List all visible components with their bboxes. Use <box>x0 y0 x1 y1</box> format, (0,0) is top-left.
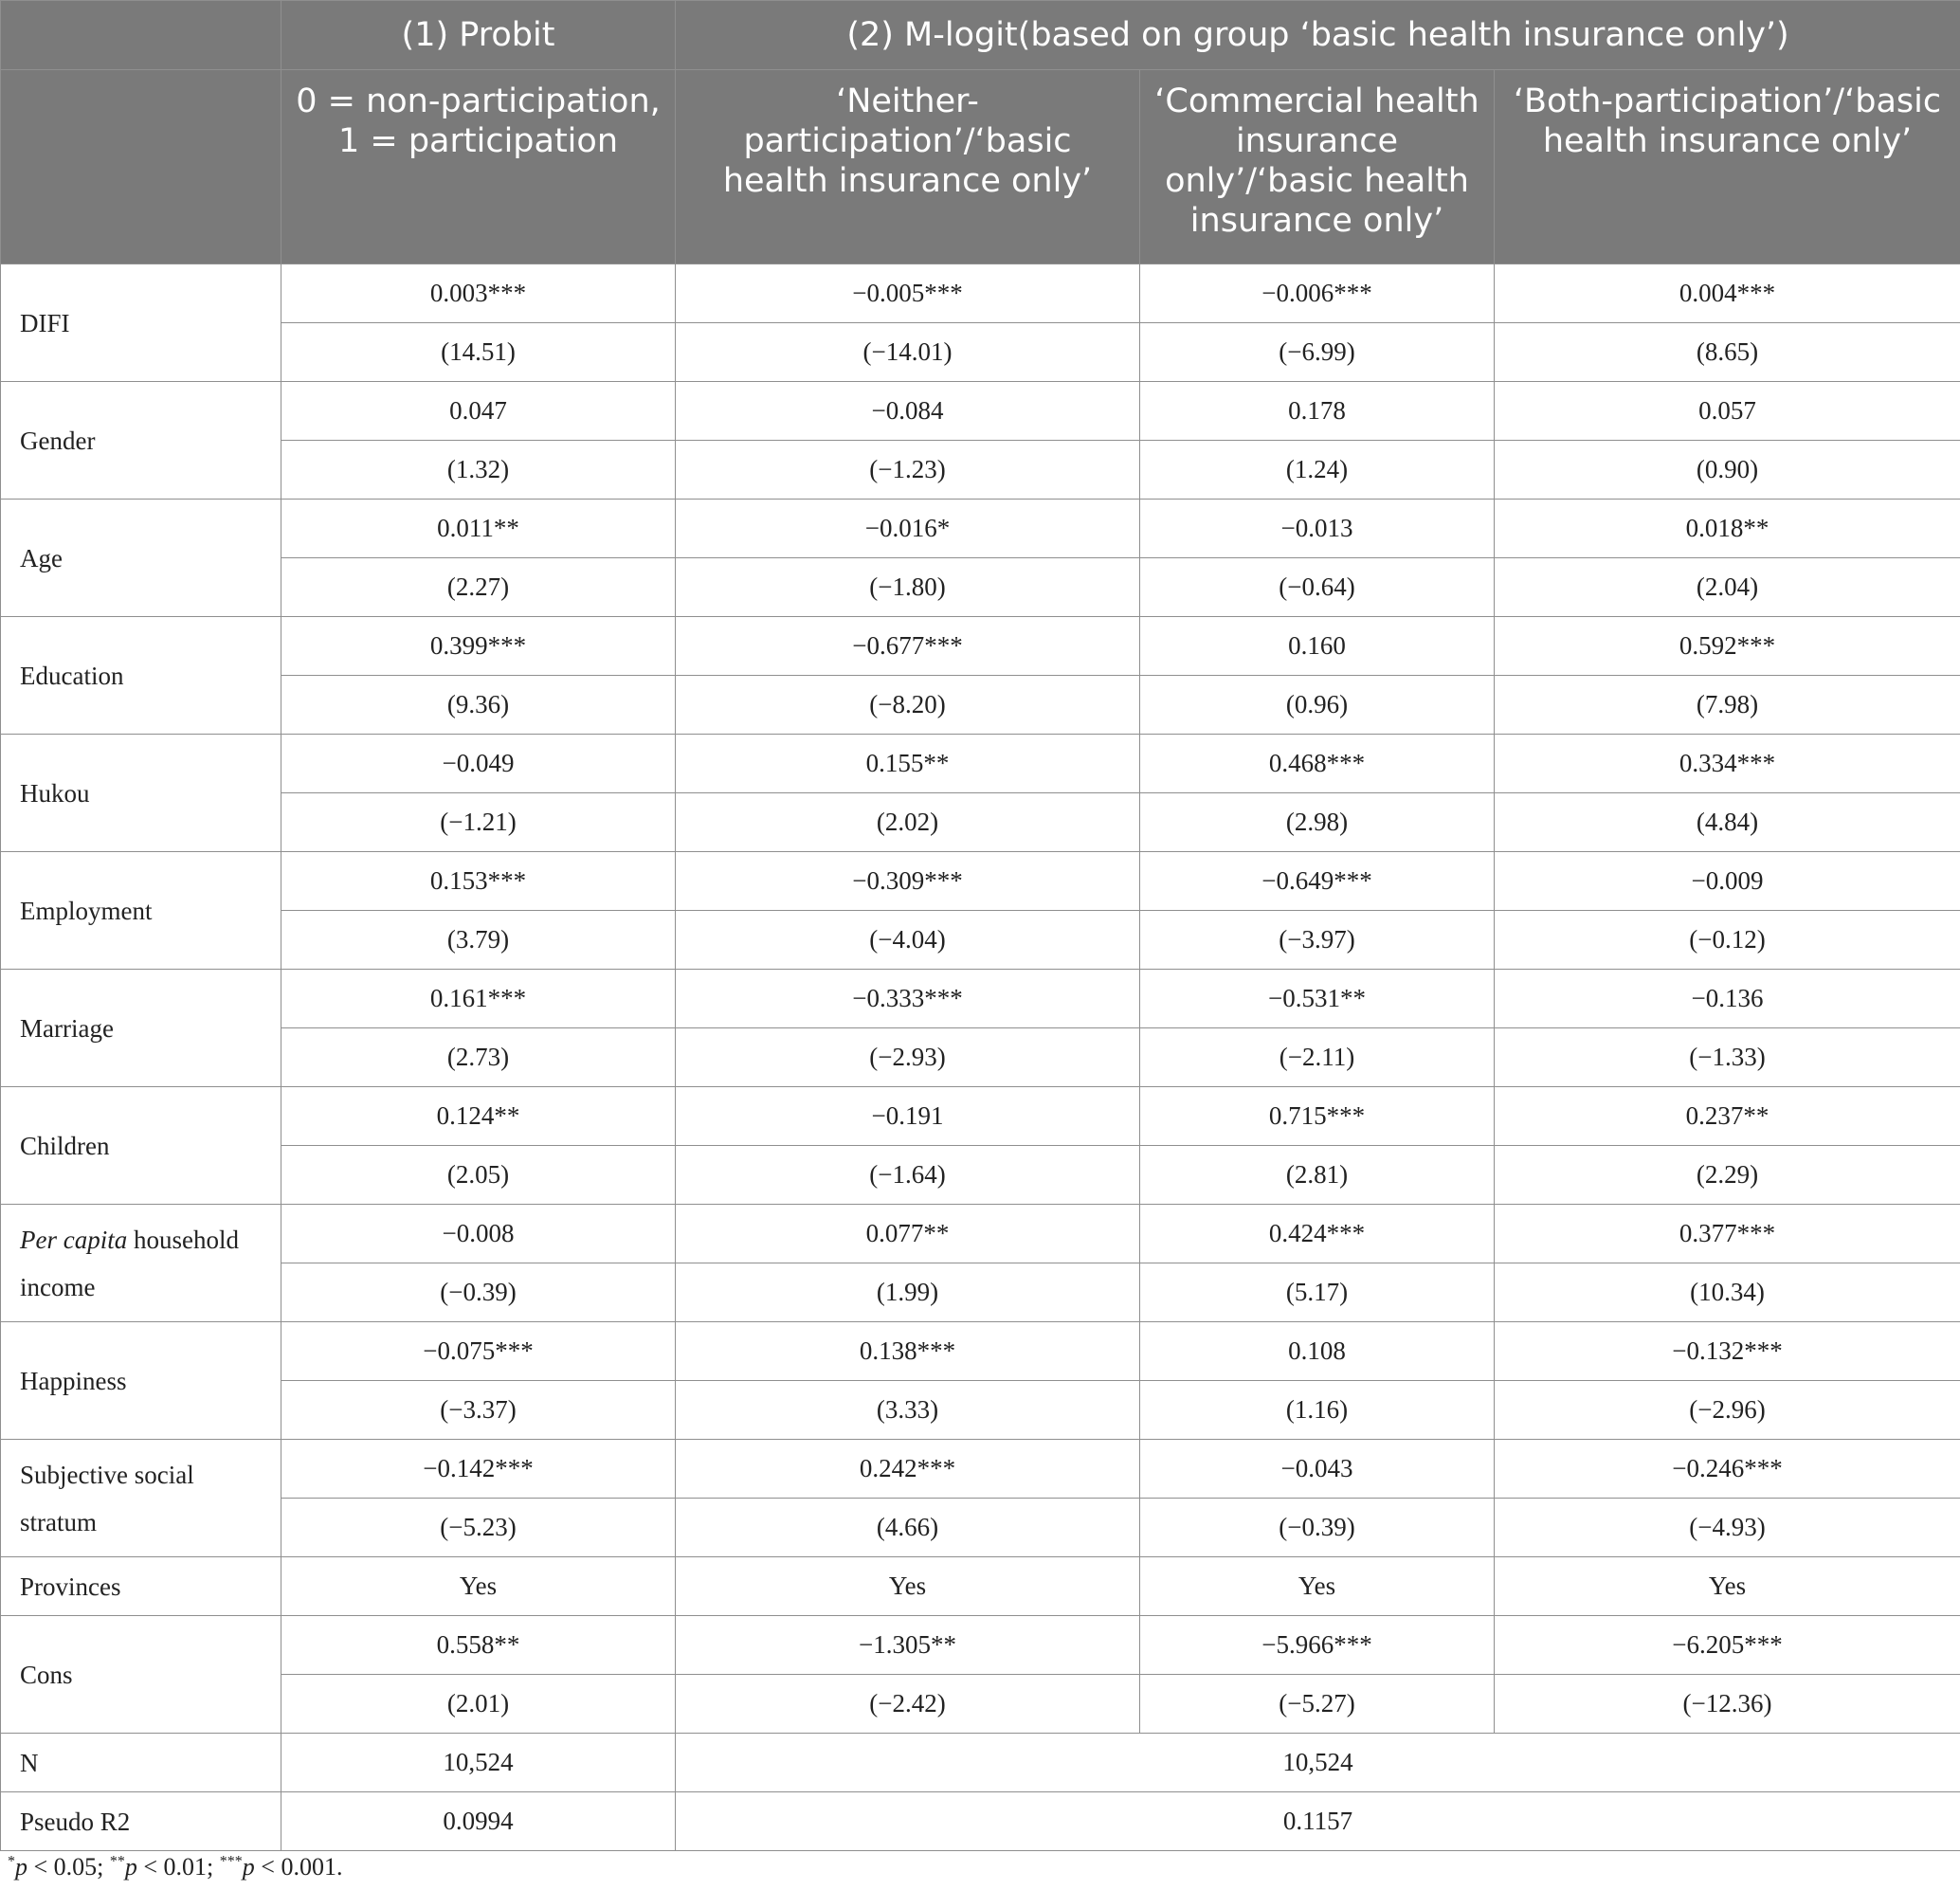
table-row <box>1 676 1960 735</box>
tstat-cell: (10.34) <box>1495 1263 1960 1322</box>
n-row <box>1 1734 1960 1792</box>
coef-cell: 0.057 <box>1495 382 1960 441</box>
coef-cell: 0.237** <box>1495 1087 1960 1146</box>
tstat-cell: (2.05) <box>281 1146 676 1205</box>
coef-cell: 0.011** <box>281 500 676 558</box>
row-label: Age <box>1 500 281 617</box>
coef-cell: 0.047 <box>281 382 676 441</box>
tstat-cell: (14.51) <box>281 323 676 382</box>
tstat-cell: (0.90) <box>1495 441 1960 500</box>
header-probit: (1) Probit <box>281 1 676 70</box>
n-mlogit: 10,524 <box>676 1734 1960 1792</box>
tstat-cell: (−0.64) <box>1140 558 1495 617</box>
coef-cell: −0.009 <box>1495 852 1960 911</box>
tstat-cell: (−5.27) <box>1140 1675 1495 1734</box>
coef-cell: 0.468*** <box>1140 735 1495 793</box>
header-blank <box>1 1 281 70</box>
coef-cell: −0.008 <box>281 1205 676 1263</box>
table-row <box>1 558 1960 617</box>
coef-cell: −0.333*** <box>676 970 1140 1028</box>
tstat-cell: (1.99) <box>676 1263 1140 1322</box>
tstat-cell: (4.84) <box>1495 793 1960 852</box>
row-label: Gender <box>1 382 281 500</box>
table-row <box>1 852 1960 911</box>
pseudo-r2-row <box>1 1792 1960 1851</box>
table-row <box>1 911 1960 970</box>
coef-cell: −6.205*** <box>1495 1616 1960 1675</box>
tstat-cell: (8.65) <box>1495 323 1960 382</box>
table-row <box>1 500 1960 558</box>
row-label: Cons <box>1 1616 281 1734</box>
coef-cell: 0.138*** <box>676 1322 1140 1381</box>
coef-cell: 0.715*** <box>1140 1087 1495 1146</box>
table-body <box>1 264 1960 1851</box>
tstat-cell: (3.79) <box>281 911 676 970</box>
tstat-cell: (−3.37) <box>281 1381 676 1440</box>
coef-cell: −0.142*** <box>281 1440 676 1499</box>
tstat-cell: (−8.20) <box>676 676 1140 735</box>
row-label: Marriage <box>1 970 281 1087</box>
tstat-cell: (−2.11) <box>1140 1028 1495 1087</box>
table-row <box>1 617 1960 676</box>
tstat-cell: (−3.97) <box>1140 911 1495 970</box>
coef-cell: −0.246*** <box>1495 1440 1960 1499</box>
tstat-cell: (−2.42) <box>676 1675 1140 1734</box>
tstat-cell: (4.66) <box>676 1499 1140 1557</box>
table-row <box>1 323 1960 382</box>
provinces-cell: Yes <box>676 1557 1140 1616</box>
row-label: Education <box>1 617 281 735</box>
tstat-cell: (5.17) <box>1140 1263 1495 1322</box>
row-label: DIFI <box>1 264 281 382</box>
coef-cell: −0.309*** <box>676 852 1140 911</box>
table-row <box>1 1322 1960 1381</box>
tstat-cell: (−1.80) <box>676 558 1140 617</box>
row-label: N <box>1 1734 281 1792</box>
tstat-cell: (9.36) <box>281 676 676 735</box>
tstat-cell: (1.24) <box>1140 441 1495 500</box>
coef-cell: 0.155** <box>676 735 1140 793</box>
tstat-cell: (−0.39) <box>281 1263 676 1322</box>
subheader-participation: 0 = non-participation, 1 = participation <box>281 70 676 264</box>
subheader-blank <box>1 70 281 264</box>
tstat-cell: (2.73) <box>281 1028 676 1087</box>
table-row <box>1 1440 1960 1499</box>
table-row <box>1 735 1960 793</box>
coef-cell: −0.049 <box>281 735 676 793</box>
coef-cell: 0.077** <box>676 1205 1140 1263</box>
tstat-cell: (−1.21) <box>281 793 676 852</box>
table-row <box>1 1087 1960 1146</box>
tstat-cell: (2.98) <box>1140 793 1495 852</box>
tstat-cell: (2.27) <box>281 558 676 617</box>
significance-footnote: *p < 0.05; **p < 0.01; ***p < 0.001. <box>8 1853 343 1881</box>
coef-cell: −0.005*** <box>676 264 1140 323</box>
coef-cell: −0.043 <box>1140 1440 1495 1499</box>
tstat-cell: (−1.33) <box>1495 1028 1960 1087</box>
tstat-cell: (1.32) <box>281 441 676 500</box>
tstat-cell: (−1.64) <box>676 1146 1140 1205</box>
row-label: Children <box>1 1087 281 1205</box>
coef-cell: −5.966*** <box>1140 1616 1495 1675</box>
coef-cell: −0.531** <box>1140 970 1495 1028</box>
coef-cell: 0.424*** <box>1140 1205 1495 1263</box>
coef-cell: 0.377*** <box>1495 1205 1960 1263</box>
tstat-cell: (−1.23) <box>676 441 1140 500</box>
header-mlogit: (2) M-logit(based on group ‘basic health insurance only’) <box>676 1 1960 70</box>
table-row <box>1 441 1960 500</box>
coef-cell: −0.191 <box>676 1087 1140 1146</box>
table-row <box>1 382 1960 441</box>
tstat-cell: (2.02) <box>676 793 1140 852</box>
table-row <box>1 1205 1960 1263</box>
coef-cell: 0.108 <box>1140 1322 1495 1381</box>
coef-cell: 0.178 <box>1140 382 1495 441</box>
coef-cell: 0.018** <box>1495 500 1960 558</box>
coef-cell: 0.242*** <box>676 1440 1140 1499</box>
tstat-cell: (1.16) <box>1140 1381 1495 1440</box>
r2-mlogit: 0.1157 <box>676 1792 1960 1851</box>
coef-cell: 0.399*** <box>281 617 676 676</box>
cons-row <box>1 1616 1960 1675</box>
provinces-cell: Yes <box>1495 1557 1960 1616</box>
tstat-cell: (2.04) <box>1495 558 1960 617</box>
table-row <box>1 793 1960 852</box>
provinces-cell: Yes <box>1140 1557 1495 1616</box>
tstat-cell: (3.33) <box>676 1381 1140 1440</box>
table-row <box>1 1028 1960 1087</box>
tstat-cell: (−2.93) <box>676 1028 1140 1087</box>
coef-cell: −0.075*** <box>281 1322 676 1381</box>
coef-cell: −0.084 <box>676 382 1140 441</box>
tstat-cell: (2.01) <box>281 1675 676 1734</box>
table-row <box>1 1499 1960 1557</box>
tstat-cell: (0.96) <box>1140 676 1495 735</box>
tstat-cell: (−2.96) <box>1495 1381 1960 1440</box>
tstat-cell: (−0.39) <box>1140 1499 1495 1557</box>
tstat-cell: (−4.93) <box>1495 1499 1960 1557</box>
table-row <box>1 1381 1960 1440</box>
tstat-cell: (−0.12) <box>1495 911 1960 970</box>
cons-row-t <box>1 1675 1960 1734</box>
coef-cell: −0.132*** <box>1495 1322 1960 1381</box>
coef-cell: 0.160 <box>1140 617 1495 676</box>
table-row <box>1 1146 1960 1205</box>
table-row <box>1 264 1960 323</box>
coef-cell: 0.592*** <box>1495 617 1960 676</box>
row-label: Employment <box>1 852 281 970</box>
coef-cell: 0.153*** <box>281 852 676 911</box>
row-label: Per capita household income <box>1 1205 281 1322</box>
coef-cell: −0.016* <box>676 500 1140 558</box>
provinces-cell: Yes <box>281 1557 676 1616</box>
row-label: Subjective social stratum <box>1 1440 281 1557</box>
subheader-commercial: ‘Commercial health insurance only’/‘basic health insurance only’ <box>1140 70 1495 264</box>
tstat-cell: (7.98) <box>1495 676 1960 735</box>
coef-cell: 0.334*** <box>1495 735 1960 793</box>
table-header <box>1 1 1960 264</box>
coef-cell: 0.558** <box>281 1616 676 1675</box>
tstat-cell: (−12.36) <box>1495 1675 1960 1734</box>
coef-cell: −0.013 <box>1140 500 1495 558</box>
coef-cell: 0.003*** <box>281 264 676 323</box>
coef-cell: −1.305** <box>676 1616 1140 1675</box>
coef-cell: −0.649*** <box>1140 852 1495 911</box>
subheader-both: ‘Both-participation’/‘basic health insurance only’ <box>1495 70 1960 264</box>
coef-cell: 0.004*** <box>1495 264 1960 323</box>
subheader-neither: ‘Neither-participation’/‘basic health insurance only’ <box>676 70 1140 264</box>
table-row <box>1 970 1960 1028</box>
coef-cell: 0.161*** <box>281 970 676 1028</box>
coef-cell: 0.124** <box>281 1087 676 1146</box>
tstat-cell: (2.29) <box>1495 1146 1960 1205</box>
provinces-row <box>1 1557 1960 1616</box>
tstat-cell: (−6.99) <box>1140 323 1495 382</box>
row-label: Provinces <box>1 1557 281 1616</box>
coef-cell: −0.677*** <box>676 617 1140 676</box>
row-label: Pseudo R2 <box>1 1792 281 1851</box>
tstat-cell: (2.81) <box>1140 1146 1495 1205</box>
row-label: Hukou <box>1 735 281 852</box>
n-probit: 10,524 <box>281 1734 676 1792</box>
row-label: Happiness <box>1 1322 281 1440</box>
coef-cell: −0.006*** <box>1140 264 1495 323</box>
tstat-cell: (−5.23) <box>281 1499 676 1557</box>
r2-probit: 0.0994 <box>281 1792 676 1851</box>
tstat-cell: (−4.04) <box>676 911 1140 970</box>
coef-cell: −0.136 <box>1495 970 1960 1028</box>
tstat-cell: (−14.01) <box>676 323 1140 382</box>
table-row <box>1 1263 1960 1322</box>
